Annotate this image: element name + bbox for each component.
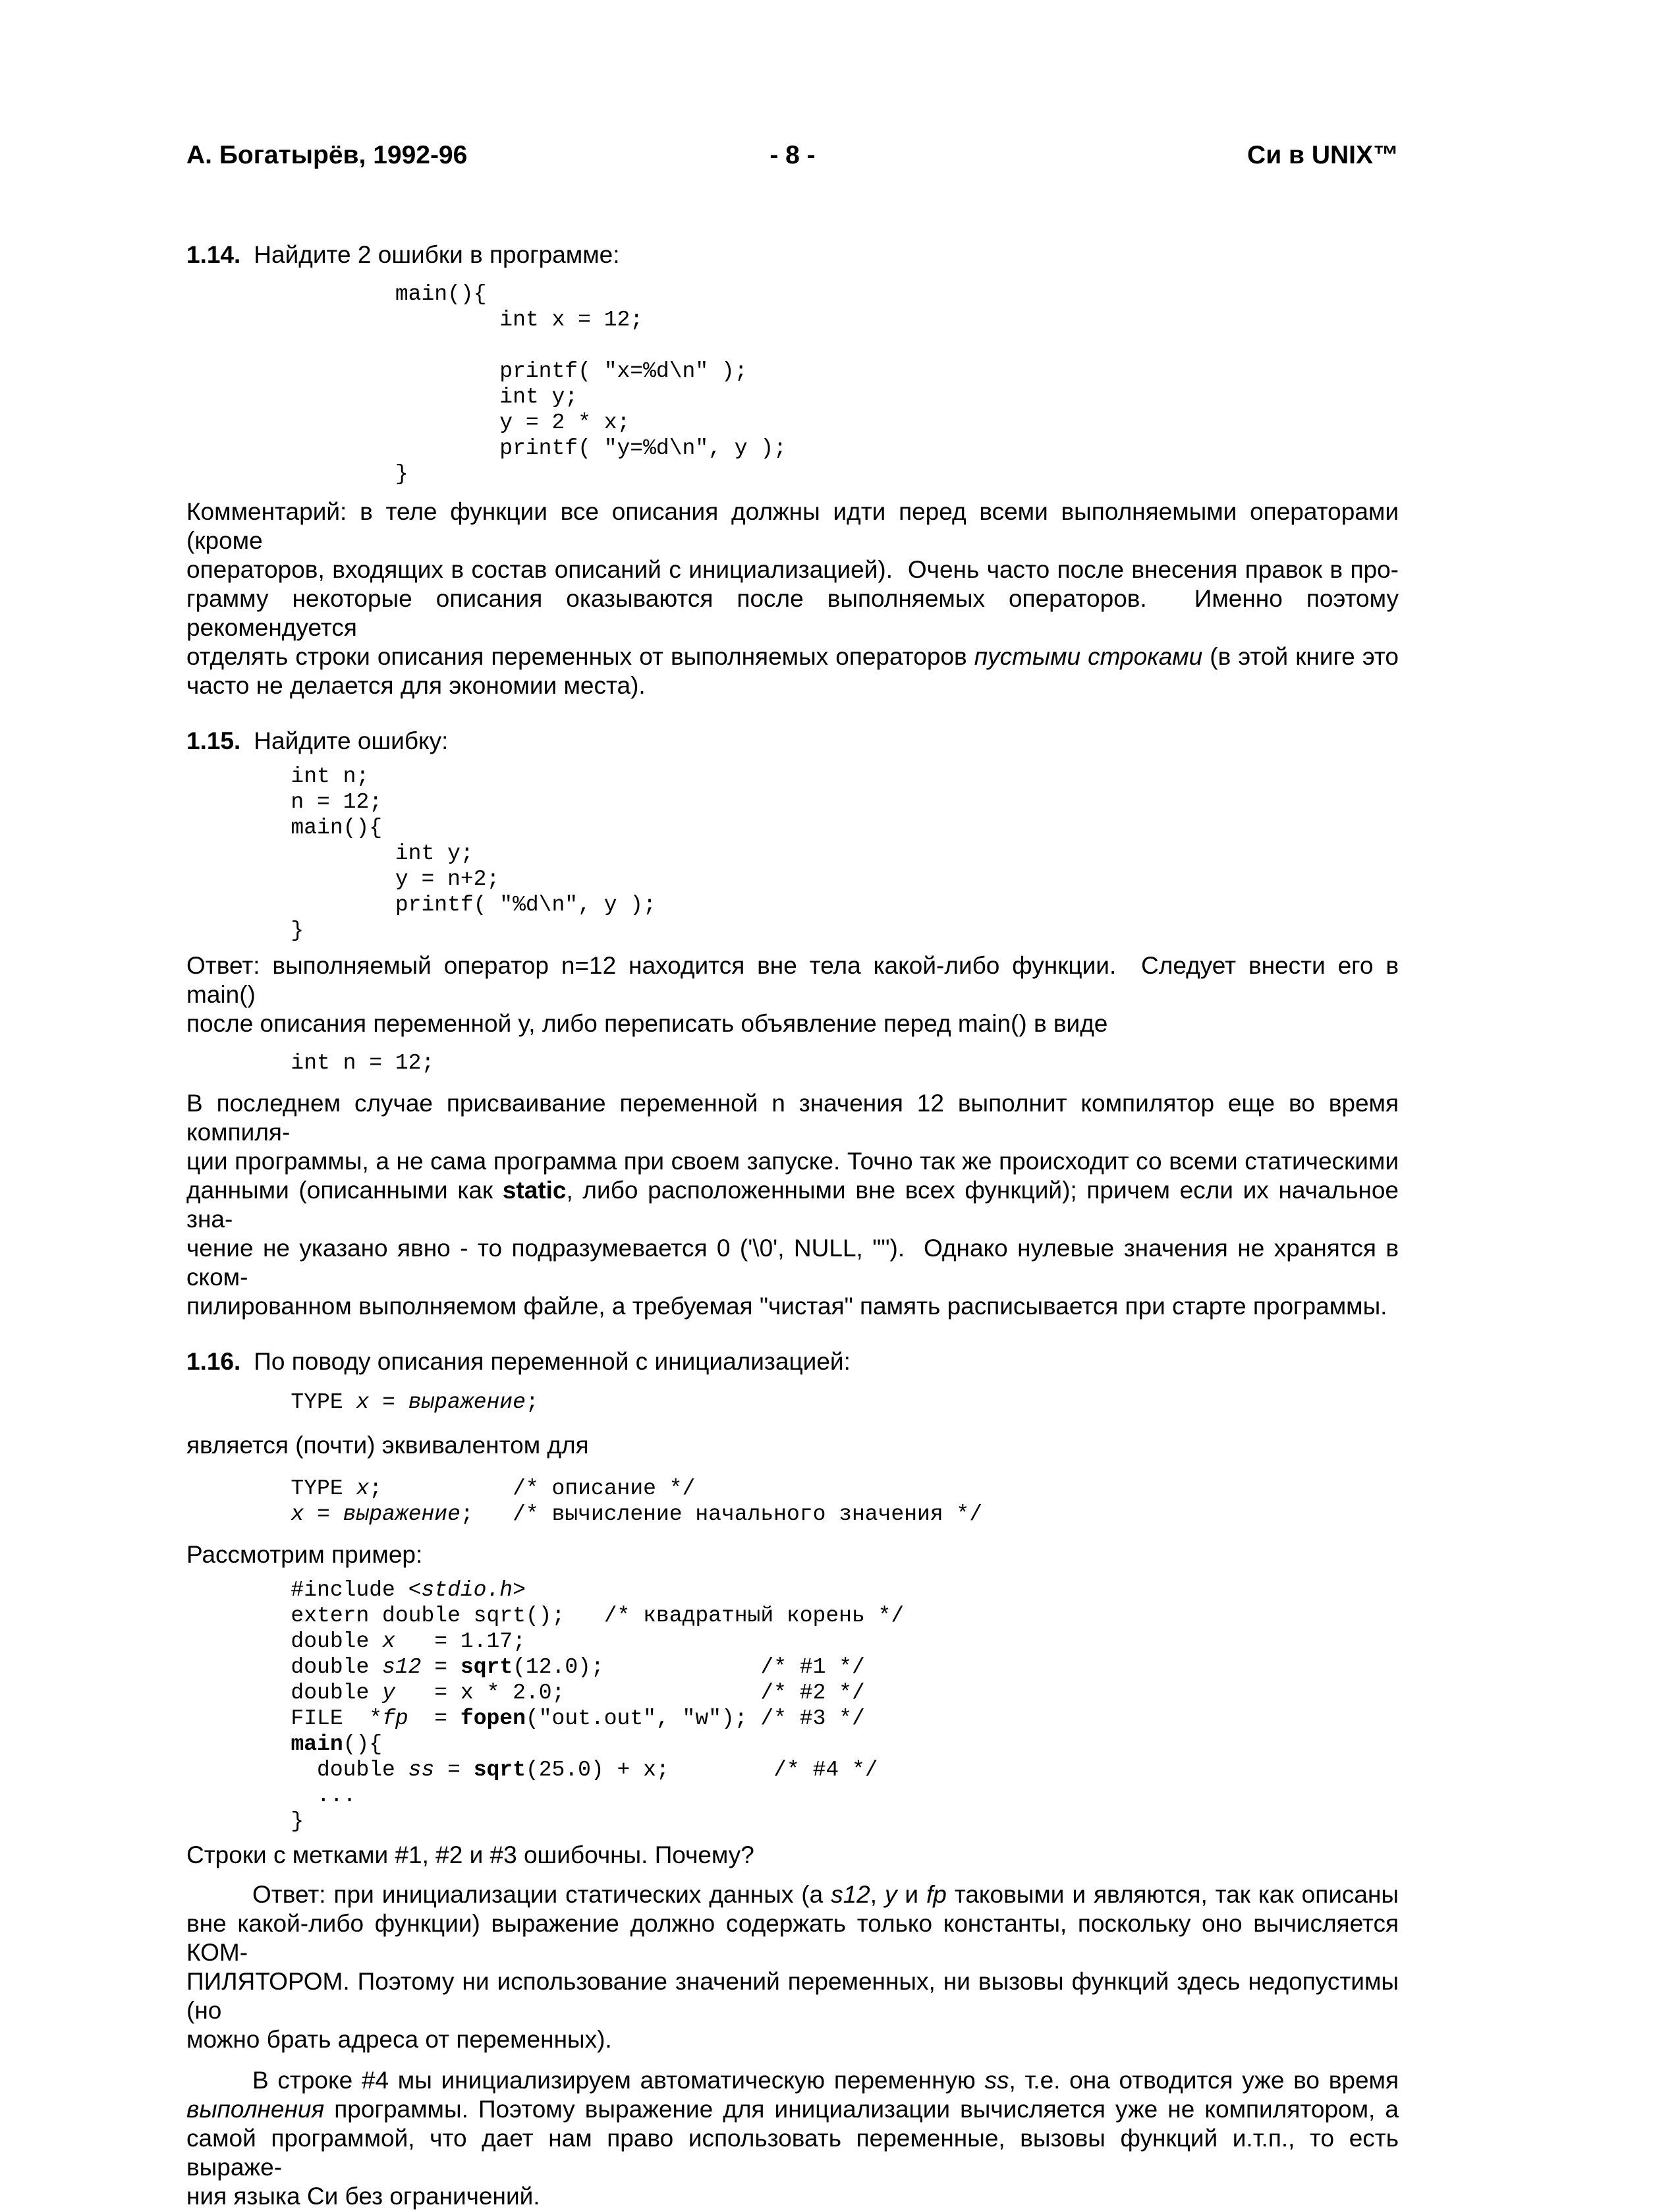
text-run: ... [186,1783,356,1808]
text-line [186,789,1399,815]
text-line [186,642,1399,671]
text-line [186,866,1399,892]
text-run: } [186,1809,304,1833]
text-line [186,384,1399,410]
text-run: (25.0) + x; /* #4 */ [525,1758,878,1782]
text-line [186,1880,1399,1909]
text-line [186,1603,1399,1629]
text-run: и [897,1881,927,1908]
header-book-title: Си в UNIX™ [1247,141,1399,169]
text-run: = [421,1655,461,1679]
code-block-1-14 [186,281,1399,487]
text-line [186,2025,1399,2054]
text-run: int y; [186,841,474,866]
code-block-type-init [186,1389,1399,1415]
section-title: По поводу описания переменной с инициализацией: [254,1348,851,1375]
header-page-number: - 8 - [770,141,816,169]
section-heading-1-16 [186,1347,1399,1376]
text-run: (){ [343,1732,383,1756]
text-line [186,951,1399,1009]
text-line [186,307,1399,333]
text-line [186,1841,1399,1870]
text-line [186,671,1399,700]
text-run: main(){ [186,282,487,306]
text-run: n = 12; [186,790,383,814]
text-line [186,1431,1399,1460]
text-line [186,1783,1399,1808]
text-line [186,281,1399,307]
text-run: y [382,1681,395,1705]
text-line [186,1967,1399,2025]
text-run: ; /* описание */ [369,1476,696,1501]
text-run: } [186,918,304,943]
text-run: x [291,1502,304,1526]
text-run: (12.0); /* #1 */ [513,1655,865,1679]
section-number: 1.14. [186,241,241,268]
text-line [186,1292,1399,1321]
text-run: (в этой книге это [1202,643,1399,670]
text-run: отделять строки описания переменных от выполняемых операторов [186,643,974,670]
text-run: ния языка Си без ограничений. [186,2183,540,2210]
section-number: 1.15. [186,727,241,754]
text-line [186,1909,1399,1967]
text-line [186,333,1399,358]
text-line [186,764,1399,789]
text-run [186,1732,291,1756]
text-line [186,1089,1399,1147]
text-run: sqrt [473,1758,526,1782]
text-run: int y; [186,385,578,409]
text-line [186,892,1399,918]
text-run: чение не указано явно - то подразумевается 0 ('\0', NULL, ""). Однако нулевые значения не хранятся в ском- [186,1235,1399,1291]
text-line [186,1808,1399,1834]
text-run: printf( "y=%d\n", y ); [186,436,787,461]
text-line [186,555,1399,584]
text-line [186,2124,1399,2182]
text-run: ; [525,1390,539,1414]
text-run: int x = 12; [186,308,644,332]
text-run: грамму некоторые описания оказываются после выполняемых операторов. Именно поэтому рекомендуется [186,585,1399,641]
text-run: y = n+2; [186,867,500,891]
answer-paragraph-1-15 [186,951,1399,1038]
text-run [186,1502,291,1526]
text-run: Строки с метками #1, #2 и #3 ошибочны. Почему? [186,1841,754,1868]
header-author: А. Богатырёв, 1992-96 [186,141,468,169]
text-run: TYPE [186,1476,356,1501]
text-run: = x * 2.0; /* #2 */ [395,1681,865,1705]
text-line [186,815,1399,841]
text-run: таковыми и являются, так как описаны [946,1881,1399,1908]
text-line [186,1706,1399,1731]
text-run: вне какой-либо функции) выражение должно содержать только константы, поскольку оно вычисляется КОМ- [186,1910,1399,1966]
text-line [186,1147,1399,1176]
text-line [186,358,1399,384]
text-run: stdio.h [421,1578,513,1602]
text-run: можно брать адреса от переменных). [186,2026,612,2053]
text-run: x [356,1476,370,1501]
section-heading-1-15 [186,727,1399,756]
text-run: double [186,1655,383,1679]
text-run: double [186,1681,383,1705]
text-run: x [356,1390,370,1414]
text-run: sqrt [460,1655,513,1679]
text-line [186,1009,1399,1038]
text-run: ПИЛЯТОРОМ. Поэтому ни использование значений переменных, ни вызовы функций здесь недопустимы (но [186,1968,1399,2024]
text-run: FILE * [186,1706,383,1731]
section-title: Найдите ошибку: [254,727,449,754]
text-run: программы. Поэтому выражение для инициализации вычисляется уже не компилятором, а [324,2096,1399,2123]
text-run: = [434,1758,474,1782]
text-line [186,461,1399,487]
text-run: main [291,1732,343,1756]
text-run: s12 [831,1881,870,1908]
text-line [186,1476,1399,1501]
text-line [186,584,1399,642]
text-run: fopen [460,1706,526,1731]
text-run: часто не делается для экономии места). [186,672,646,699]
text-run: Ответ: выполняемый оператор n=12 находится вне тела какой-либо функции. Следует внести его в main() [186,952,1399,1008]
code-block-1-15 [186,764,1399,943]
text-line [186,1654,1399,1680]
text-run: ("out.out", "w"); /* #3 */ [525,1706,865,1731]
text-run: = [408,1706,461,1731]
page-header [186,140,1399,171]
text-line [186,1680,1399,1706]
text-run: double [186,1758,408,1782]
text-run: fp [926,1881,947,1908]
text-run: операторов, входящих в состав описаний с инициализацией). Очень часто после внесения правок в про- [186,556,1399,583]
text-line [186,1050,1399,1076]
text-run: ции программы, а не сама программа при своем запуске. Точно так же происходит со всеми статическими [186,1148,1399,1175]
text-run: int n = 12; [186,1051,435,1075]
text-run: выполнения [186,2096,325,2123]
code-block-type-expanded [186,1476,1399,1527]
text-line [186,410,1399,435]
text-run: данными (описанными как [186,1177,503,1204]
text-run: пустыми строками [974,643,1203,670]
question-paragraph [186,1841,1399,1870]
text-line [186,1176,1399,1234]
text-run: = [369,1390,408,1414]
text-run: > [513,1578,526,1602]
static-data-paragraph [186,1089,1399,1321]
text-run: static [502,1177,567,1204]
text-run: y = 2 * x; [186,410,630,435]
commentary-paragraph-1-14 [186,497,1399,700]
text-line [186,1757,1399,1783]
text-run: ss [984,2067,1009,2094]
section-title: Найдите 2 ошибки в программе: [254,241,620,268]
text-line [186,2182,1399,2211]
text-run: } [186,462,408,486]
text-run: #include < [186,1578,422,1602]
text-run: TYPE [186,1390,356,1414]
text-run: printf( "x=%d\n" ); [186,359,748,383]
text-run: x [382,1629,395,1654]
text-line [186,2095,1399,2124]
text-line [186,2066,1399,2095]
text-run: = 1.17; [395,1629,526,1654]
code-block-example [186,1577,1399,1834]
text-line [186,1577,1399,1603]
answer-paragraph-1-16 [186,1880,1399,2054]
text-run: ss [408,1758,435,1782]
text-run: Ответ: при инициализации статических данных (а [252,1881,831,1908]
code-block-int-n [186,1050,1399,1076]
text-run: ; /* вычисление начального значения */ [460,1502,983,1526]
text-run: В последнем случае присваивание переменной n значения 12 выполнит компилятор еще во время компиля- [186,1090,1399,1146]
text-run: выражение [343,1502,461,1526]
text-run: s12 [382,1655,422,1679]
text-line [186,497,1399,555]
text-line [186,841,1399,866]
text-line [186,1389,1399,1415]
text-run: , т.е. она отводится уже во время [1009,2067,1399,2094]
text-run: int n; [186,764,370,789]
text-run: printf( "%d\n", y ); [186,893,656,917]
text-run: fp [382,1706,408,1731]
text-line [186,1501,1399,1527]
text-line [186,435,1399,461]
text-line [186,1540,1399,1569]
section-heading-1-14 [186,240,1399,269]
text-run: = [304,1502,343,1526]
text-run: double [186,1629,383,1654]
text-run: extern double sqrt(); /* квадратный корень */ [186,1604,905,1628]
text-run: выражение [408,1390,526,1414]
text-run: , либо расположенными вне всех функций); причем если их начальное зна- [186,1177,1399,1233]
text-run: пилированном выполняемом файле, а требуемая "чистая" память расписывается при старте программы. [186,1293,1387,1320]
text-run: является (почти) эквивалентом для [186,1432,589,1459]
text-run: В строке #4 мы инициализируем автоматическую переменную [252,2067,985,2094]
section-number: 1.16. [186,1348,241,1375]
text-run: после описания переменной y, либо переписать объявление перед main() в виде [186,1010,1108,1037]
runtime-init-paragraph [186,2066,1399,2211]
text-line [186,1731,1399,1757]
text-run: y [884,1881,897,1908]
text-line [186,918,1399,943]
equivalent-paragraph [186,1431,1399,1460]
text-run: самой программой, что дает нам право использовать переменные, вызовы функций и.т.п., то есть выраже- [186,2125,1399,2181]
example-intro-paragraph [186,1540,1399,1569]
text-run: , [870,1881,885,1908]
text-run: main(){ [186,816,383,840]
text-line [186,1234,1399,1292]
text-run: Рассмотрим пример: [186,1541,423,1568]
text-line [186,1629,1399,1654]
text-run: Комментарий: в теле функции все описания должны идти перед всеми выполняемыми операторами (кроме [186,498,1399,554]
